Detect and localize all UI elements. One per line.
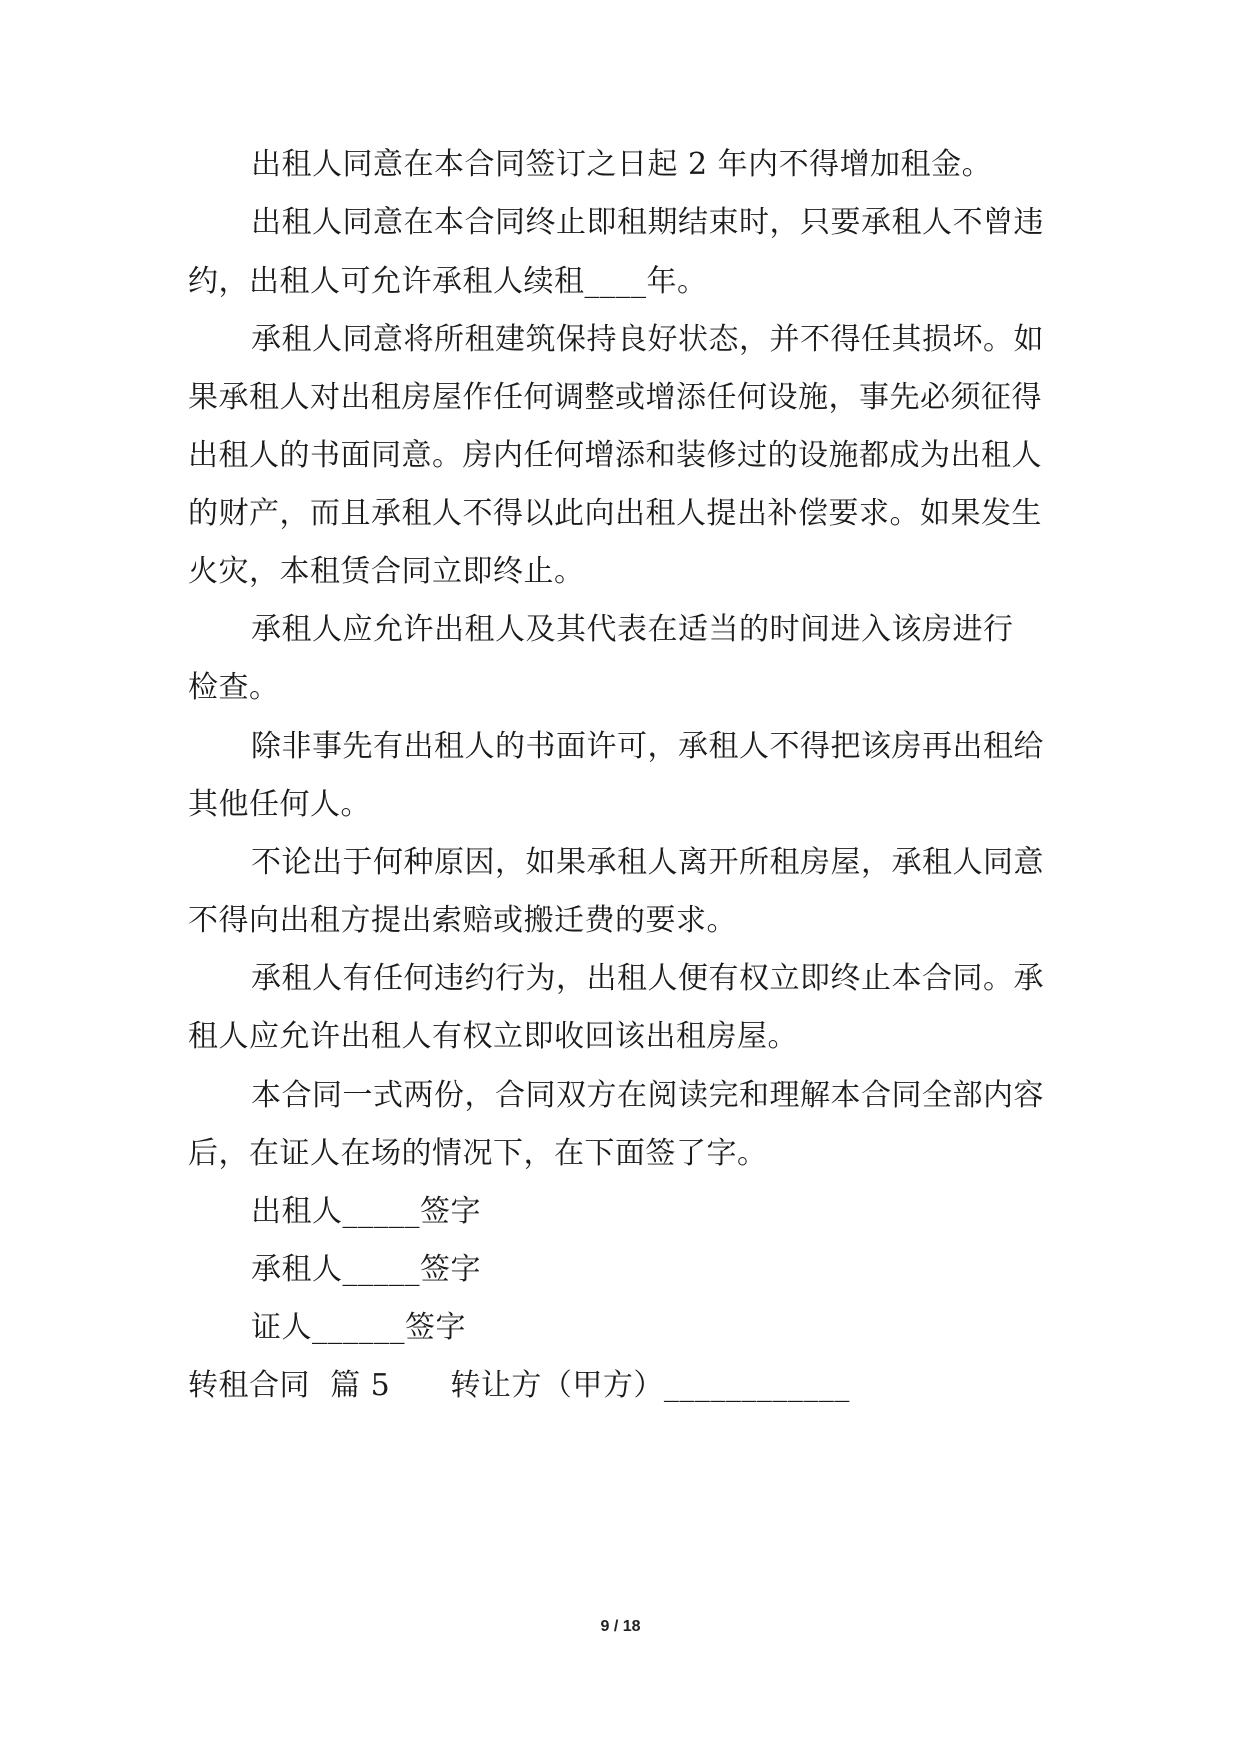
paragraph-line: 不得向出租方提出索赔或搬迁费的要求。 [188,903,737,938]
paragraph-line: 后，在证人在场的情况下，在下面签了字。 [188,1136,768,1171]
paragraph-line: 火灾，本租赁合同立即终止。 [188,554,585,589]
paragraph-line: 承租人应允许出租人及其代表在适当的时间进入该房进行 [251,612,1014,647]
page-number: 9 / 18 [600,1618,641,1635]
paragraph-line: 除非事先有出租人的书面许可，承租人不得把该房再出租给 [251,729,1044,764]
signature-line-lessor: 出租人_____签字 [251,1194,481,1229]
paragraph-line: 不论出于何种原因，如果承租人离开所租房屋，承租人同意 [251,845,1044,880]
paragraph-line: 承租人同意将所租建筑保持良好状态，并不得任其损坏。如 [251,322,1044,357]
paragraph-line: 出租人同意在本合同签订之日起 2 年内不得增加租金。 [251,147,993,182]
paragraph-line: 的财产，而且承租人不得以此向出租人提出补偿要求。如果发生 [188,496,1042,531]
signature-line-witness: 证人______签字 [251,1310,466,1345]
paragraph-line: 果承租人对出租房屋作任何调整或增添任何设施，事先必须征得 [188,380,1042,415]
paragraph-line: 出租人同意在本合同终止即租期结束时，只要承租人不曾违 [251,205,1044,240]
paragraph-line: 约，出租人可允许承租人续租____年。 [188,264,708,299]
paragraph-line: 检查。 [188,670,280,705]
paragraph-line: 租人应允许出租人有权立即收回该出租房屋。 [188,1019,798,1054]
section-heading: 转租合同 篇 5 转让方（甲方）____________ [188,1368,850,1403]
signature-line-lessee: 承租人_____签字 [251,1252,481,1287]
paragraph-line: 出租人的书面同意。房内任何增添和装修过的设施都成为出租人 [188,438,1042,473]
paragraph-line: 本合同一式两份，合同双方在阅读完和理解本合同全部内容 [251,1078,1044,1113]
paragraph-line: 其他任何人。 [188,787,371,822]
paragraph-line: 承租人有任何违约行为，出租人便有权立即终止本合同。承 [251,961,1044,996]
